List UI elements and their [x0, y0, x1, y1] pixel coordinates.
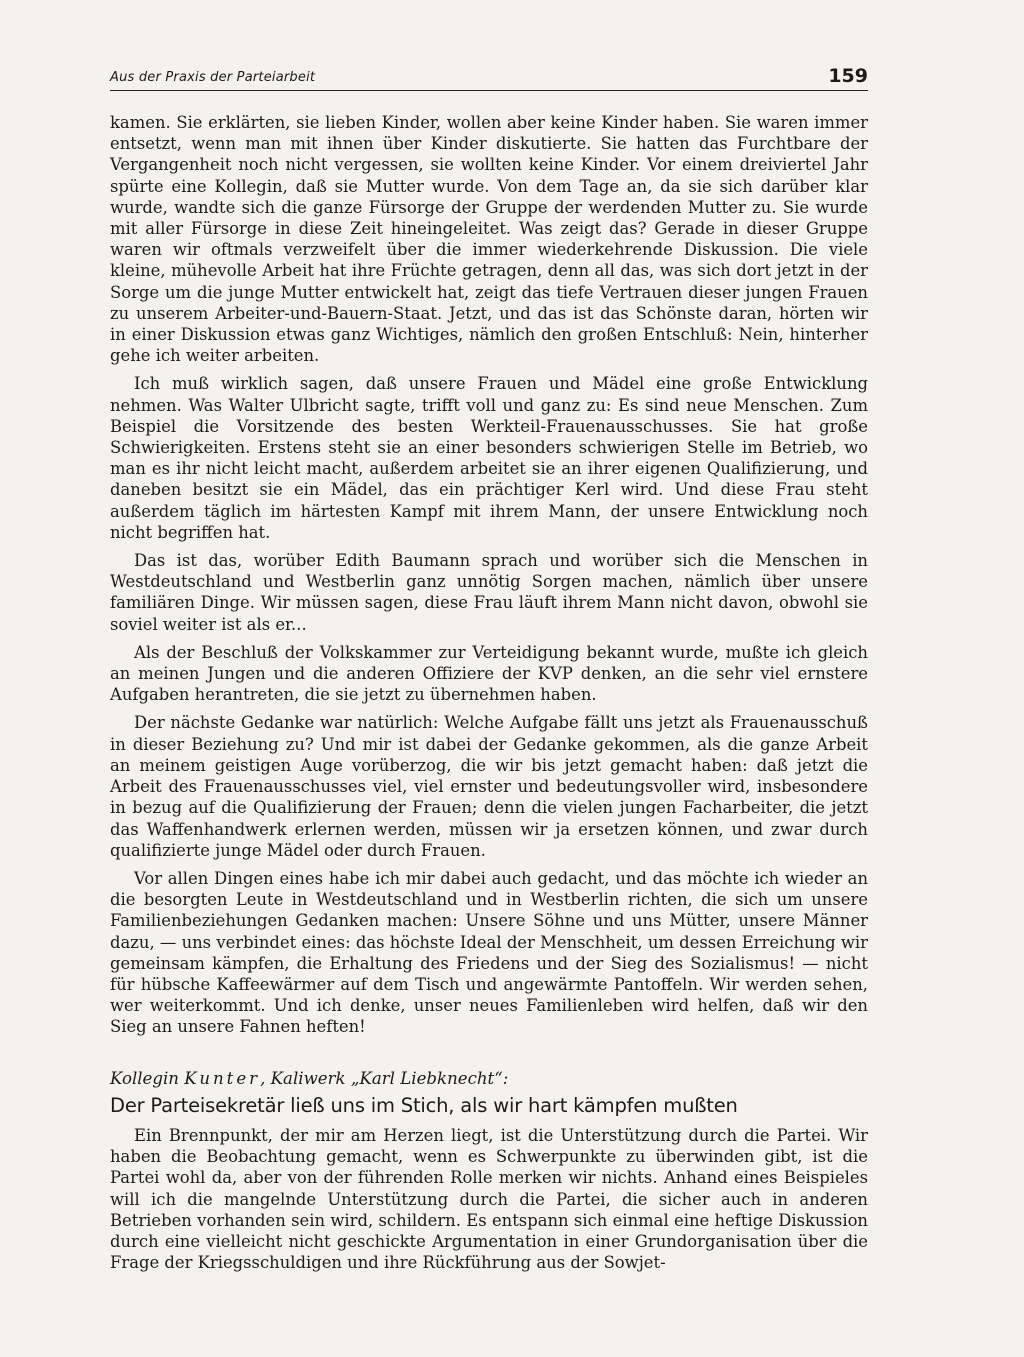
paragraph: Ich muß wirklich sagen, daß unsere Frauen und Mädel eine große Entwicklung nehmen. Was Walter Ulbricht sagte, trifft voll und ganz zu: Es sind neue Menschen. Zum Beispiel die Vorsitzende des besten Werkteil-Frauenausschusses. Sie hat große Schwierigkeiten. Erstens steht sie an einer besonders schwierigen Stelle im Betrieb, wo man es ihr nicht leicht macht, außerdem arbeitet sie an ihrer eigenen Qualifizierung, und daneben besitzt sie ein Mädel, das ein prächtiger Kerl wird. Und diese Frau steht außerdem täglich im härtesten Kampf mit ihrem Mann, der unsere Entwicklung noch nicht begriffen hat.: [110, 374, 868, 542]
speaker-affiliation: , Kaliwerk „Karl Liebknecht“:: [260, 1068, 509, 1088]
page-number: 159: [828, 65, 868, 87]
running-title: Aus der Praxis der Parteiarbeit: [110, 70, 316, 85]
speaker-name: Kunter: [184, 1068, 261, 1088]
section-headline: Der Parteisekretär ließ uns im Stich, als wir hart kämpfen mußten: [110, 1093, 738, 1117]
paragraph: Das ist das, worüber Edith Baumann sprach und worüber sich die Menschen in Westdeutschland und Westberlin ganz unnötig Sorgen machen, nämlich über unsere familiären Dinge. Wir müssen sagen, diese Frau läuft ihrem Mann nicht davon, obwohl sie soviel weiter ist als er...: [110, 551, 868, 634]
paragraph: Vor allen Dingen eines habe ich mir dabei auch gedacht, und das möchte ich wieder an die besorgten Leute in Westdeutschland und in Westberlin richten, die sich um unsere Familienbeziehungen Gedanken machen: Unsere Söhne und uns Mütter, unsere Männer dazu, — uns verbindet eines: das höchste Ideal der Menschheit, um dessen Erreichung wir gemeinsam kämpfen, die Erhaltung des Friedens und der Sieg des Sozialismus! — nicht für hübsche Kaffeewärmer auf dem Tisch und angewärmte Pantoffeln. Wir werden sehen, wer weiterkommt. Und ich denke, unser neues Familienleben wird helfen, daß wir den Sieg an unsere Fahnen heften!: [110, 868, 868, 1037]
paragraph: Als der Beschluß der Volkskammer zur Verteidigung bekannt wurde, mußte ich gleich an meinen Jungen und die anderen Offiziere der KVP denken, an die sehr viel ernstere Aufgaben herantreten, die sie jetzt zu übernehmen haben.: [110, 642, 868, 705]
paragraph: Der nächste Gedanke war natürlich: Welche Aufgabe fällt uns jetzt als Frauenausschuß in dieser Beziehung zu? Und mir ist dabei der Gedanke gekommen, als die ganze Arbeit an meinem geistigen Auge vorüberzog, die wir bis jetzt gemacht haben: daß jetzt die Arbeit des Frauenausschusses viel, viel ernster und bedeutungsvoller wird, insbesondere in bezug auf die Qualifizierung der Frauen; denn die vielen jungen Facharbeiter, die jetzt das Waffenhandwerk erlernen werden, müssen wir ja ersetzen können, und zwar durch qualifizierte junge Mädel oder durch Frauen.: [110, 713, 868, 860]
speaker-prefix: Kollegin: [110, 1068, 185, 1088]
paragraph: kamen. Sie erklärten, sie lieben Kinder, wollen aber keine Kinder haben. Sie waren immer entsetzt, wenn man mit ihnen über Kinder diskutierte. Sie hatten das Furchtbare der Vergangenheit noch nicht vergessen, sie wollten keine Kinder. Vor einem dreiviertel Jahr spürte eine Kollegin, daß sie Mutter wurde. Von dem Tage an, da sie sich darüber klar wurde, wandte sich die ganze Fürsorge der Gruppe der werdenden Mutter zu. Sie wurde mit aller Fürsorge in diese Zeit hineingeleitet. Was zeigt das? Gerade in dieser Gruppe waren wir oftmals verzweifelt über die immer wiederkehrende Diskussion. Die viele kleine, mühevolle Arbeit hat ihre Früchte getragen, denn all das, was sich dort jetzt in der Sorge um die junge Mutter entwickelt hat, zeigt das tiefe Vertrauen dieser jungen Frauen zu unserem Arbeiter-und-Bauern-Staat. Jetzt, und das ist das Schönste daran, hörten wir in einer Diskussion etwas ganz Wichtiges, nämlich den großen Entschluß: Nein, hinterher gehe ich weiter arbeiten.: [110, 113, 868, 366]
paragraph: Ein Brennpunkt, der mir am Herzen liegt, ist die Unterstützung durch die Partei. Wir haben die Beobachtung gemacht, wenn es Schwerpunkte zu überwinden gibt, ist die Partei wohl da, aber von der führenden Rolle merken wir nichts. Anhand eines Beispieles will ich die mangelnde Unterstützung durch die Partei, die sicher auch in anderen Betrieben vorhanden sein wird, schildern. Es entspann sich einmal eine heftige Diskussion durch eine vielleicht nicht geschickte Argumentation in einer Grundorganisation über die Frage der Kriegsschuldigen und ihre Rückführung aus der Sowjet-: [110, 1125, 868, 1273]
article-body: [110, 112, 868, 1280]
running-header: [110, 64, 868, 91]
speaker-line: [110, 1068, 868, 1089]
